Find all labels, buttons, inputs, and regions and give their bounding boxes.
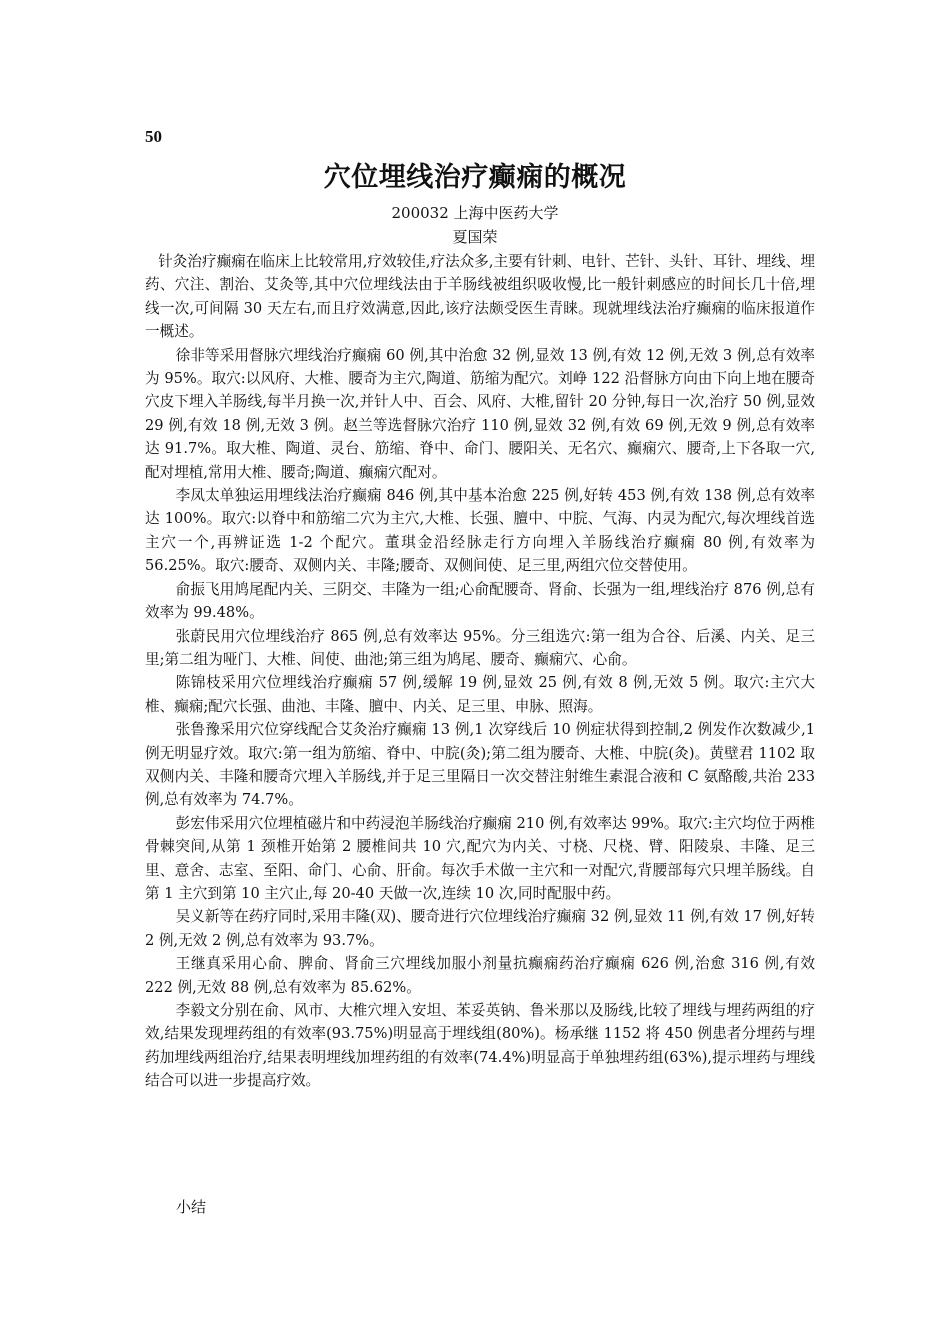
article-title: 穴位埋线治疗癫痫的概况 xyxy=(323,162,627,193)
paragraph: 陈锦枝采用穴位埋线治疗癫痫 57 例,缓解 19 例,显效 25 例,有效 8 例,无效 5 例。取穴:主穴大椎、癫痫;配穴长强、曲池、丰隆、膻中、内关、足三里、申脉、照海。 xyxy=(145,674,815,715)
paragraph: 彭宏伟采用穴位埋植磁片和中药浸泡羊肠线治疗癫痫 210 例,有效率达 99%。取穴:主穴均位于两椎骨棘突间,从第 1 颈椎开始第 2 腰椎间共 10 穴,配穴为内关、寸桡、尺桡、臂、阳陵泉、丰隆、足三里、意舍、志室、至阳、命门、心俞、肝俞。每次手术做一主穴和一对配穴,背腰部每穴只埋羊肠线。自第 1 主穴到第 10 主穴止,每 20-40 天做一次,连续 10 次,同时配服中药。 xyxy=(145,814,815,902)
page-number: 50 xyxy=(145,127,162,146)
paragraph: 李凤太单独运用埋线法治疗癫痫 846 例,其中基本治愈 225 例,好转 453 例,有效 138 例,总有效率达 100%。取穴:以脊中和筋缩二穴为主穴,大椎、长强、膻中、中脘、气海、内灵为配穴,每次埋线首选主穴一个,再辨证选 1-2 个配穴。董琪金沿经脉走行方向埋入羊肠线治疗癫痫 80 例,有效率为 56.25%。取穴:腰奇、双侧内关、丰隆;腰奇、双侧间使、足三里,两组穴位交替使用。 xyxy=(145,487,815,575)
paragraph: 张蔚民用穴位埋线治疗 865 例,总有效率达 95%。分三组选穴:第一组为合谷、后溪、内关、足三里;第二组为哑门、大椎、间使、曲池;第三组为鸠尾、腰奇、癫痫穴、心俞。 xyxy=(145,627,815,668)
paragraph: 李毅文分别在俞、风市、大椎穴埋入安坦、苯妥英钠、鲁米那以及肠线,比较了埋线与埋药两组的疗效,结果发现埋药组的有效率(93.75%)明显高于埋线组(80%)。杨承继 1152 将 450 例患者分埋药与埋药加埋线两组治疗,结果表明埋线加埋药组的有效率(74.4%)明显高于单独埋药组(63%),提示埋药与埋线结合可以进一步提高疗效。 xyxy=(145,1002,815,1090)
paragraph: 王继真采用心俞、脾俞、肾俞三穴埋线加服小剂量抗癫痫药治疗癫痫 626 例,治愈 316 例,有效 222 例,无效 88 例,总有效率为 85.62%。 xyxy=(145,955,815,996)
author-name: 夏国荣 xyxy=(452,228,498,246)
article-body xyxy=(145,250,815,1093)
paragraph: 针灸治疗癫痫在临床上比较常用,疗效较佳,疗法众多,主要有针刺、电针、芒针、头针、耳针、埋线、埋药、穴注、割治、艾灸等,其中穴位埋线法由于羊肠线被组织吸收慢,比一般针刺感应的时间长几十倍,埋线一次,可间隔 30 天左右,而且疗效满意,因此,该疗法颇受医生青睐。现就埋线法治疗癫痫的临床报道作一概述。 xyxy=(145,253,815,341)
paragraph: 吴义新等在药疗同时,采用丰隆(双)、腰奇进行穴位埋线治疗癫痫 32 例,显效 11 例,有效 17 例,好转 2 例,无效 2 例,总有效率为 93.7%。 xyxy=(145,908,815,949)
paragraph: 俞振飞用鸠尾配内关、三阴交、丰隆为一组;心俞配腰奇、肾俞、长强为一组,埋线治疗 876 例,总有效率为 99.48%。 xyxy=(145,580,815,622)
paragraph: 徐非等采用督脉穴埋线治疗癫痫 60 例,其中治愈 32 例,显效 13 例,有效 12 例,无效 3 例,总有效率为 95%。取穴:以风府、大椎、腰奇为主穴,陶道、筋缩为配穴。刘峥 122 沿督脉方向由下向上地在腰奇穴皮下埋入羊肠线,每半月换一次,并针人中、百会、风府、大椎,留针 20 分钟,每日一次,治疗 50 例,显效 29 例,有效 18 例,无效 3 例。赵兰等选督脉穴治疗 110 例,显效 32 例,有效 69 例,无效 9 例,总有效率达 91.7%。取大椎、陶道、灵台、筋缩、脊中、命门、腰阳关、无名穴、癫痫穴、腰奇,上下各取一穴,配对埋植,常用大椎、腰奇;陶道、癫痫穴配对。 xyxy=(145,346,815,481)
author-affiliation: 200032 上海中医药大学 xyxy=(391,204,559,222)
summary-heading: 小结 xyxy=(176,1198,207,1216)
paragraph: 张鲁豫采用穴位穿线配合艾灸治疗癫痫 13 例,1 次穿线后 10 例症状得到控制,2 例发作次数减少,1 例无明显疗效。取穴:第一组为筋缩、脊中、中脘(灸);第二组为腰奇、大椎、中脘(灸)。黄壁君 1102 取双侧内关、丰隆和腰奇穴埋入羊肠线,并于足三里隔日一次交替注射维生素混合液和 C 氨酪酸,共治 233 例,总有效率为 74.7%。 xyxy=(145,721,815,809)
